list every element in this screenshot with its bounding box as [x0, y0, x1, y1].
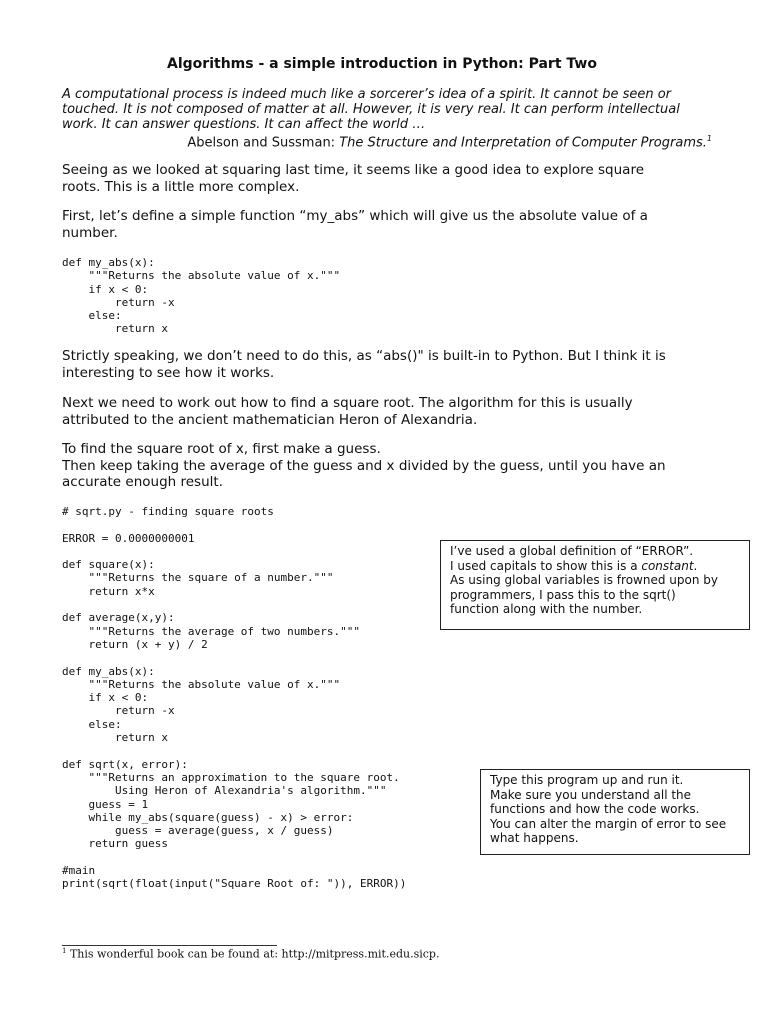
note-error-text-2: . As using global variables is frowned upon by programmers, I pass this to the sqrt() function along with the number. [450, 558, 718, 616]
epigraph-book-title: The Structure and Interpretation of Computer Programs. [339, 135, 707, 151]
epigraph-attribution [182, 131, 712, 150]
paragraph-heron: Next we need to work out how to find a square root. The algorithm for this is usually attributed to the ancient mathematician Heron of Alexandria. [62, 395, 633, 428]
epigraph-author: Abelson and Sussman: [187, 135, 340, 151]
paragraph-algorithm: To find the square root of x, first make a guess. Then keep taking the average of the guess and x divided by the guess, until you have an accurate enough result. [62, 441, 666, 490]
footnote-mark: 1 [62, 947, 67, 955]
footnote-reference: 1 [706, 134, 712, 143]
footnote [62, 947, 439, 961]
footnote-divider [62, 945, 277, 946]
page-title: Algorithms - a simple introduction in Python: Part Two [167, 56, 597, 72]
paragraph-my-abs: First, let’s define a simple function “my_abs” which will give us the absolute value of a number. [62, 208, 648, 241]
paragraph-abs-builtin: Strictly speaking, we don’t need to do this, as “abs()" is built-in to Python. But I think it is interesting to see how it works. [62, 348, 666, 381]
code-block-sqrt-program: # sqrt.py - finding square roots ERROR = 0.0000000001 def square(x): """Returns the square of a number.""" return x*x def average(x,y): """Returns the average of two numbers.""" return (x + y) / 2 def my_abs(x): """Returns the absolute value of x.""" if x < 0: return -x else: return x def sqrt(x, error): """Returns an approximation to the square root. Using Heron of Alexandria's algorithm.""" guess = 1 while my_abs(square(guess) - x) > error: guess = average(guess, x / guess) return guess #main print(sqrt(float(input("Square Root of: ")), ERROR)) [62, 505, 407, 891]
epigraph-quote: A computational process is indeed much like a sorcerer’s idea of a spirit. It cannot be seen or touched. It is not composed of matter at all. However, it is very real. It can perform intellectual work. It can answer questions. It can affect the world … [62, 87, 680, 132]
note-error-emphasis: constant [641, 558, 694, 573]
note-error-text-1: I’ve used a global definition of “ERROR”. I used capitals to show this is a [450, 544, 694, 573]
footnote-text: This wonderful book can be found at: http://mitpress.mit.edu.sicp. [66, 947, 440, 961]
note-box-error-constant [440, 540, 750, 630]
note-box-run-program: Type this program up and run it. Make sure you understand all the functions and how the code works. You can alter the margin of error to see what happens. [480, 769, 750, 855]
paragraph-intro: Seeing as we looked at squaring last time, it seems like a good idea to explore square roots. This is a little more complex. [62, 162, 645, 195]
code-block-my-abs: def my_abs(x): """Returns the absolute value of x.""" if x < 0: return -x else: return x [62, 256, 341, 336]
